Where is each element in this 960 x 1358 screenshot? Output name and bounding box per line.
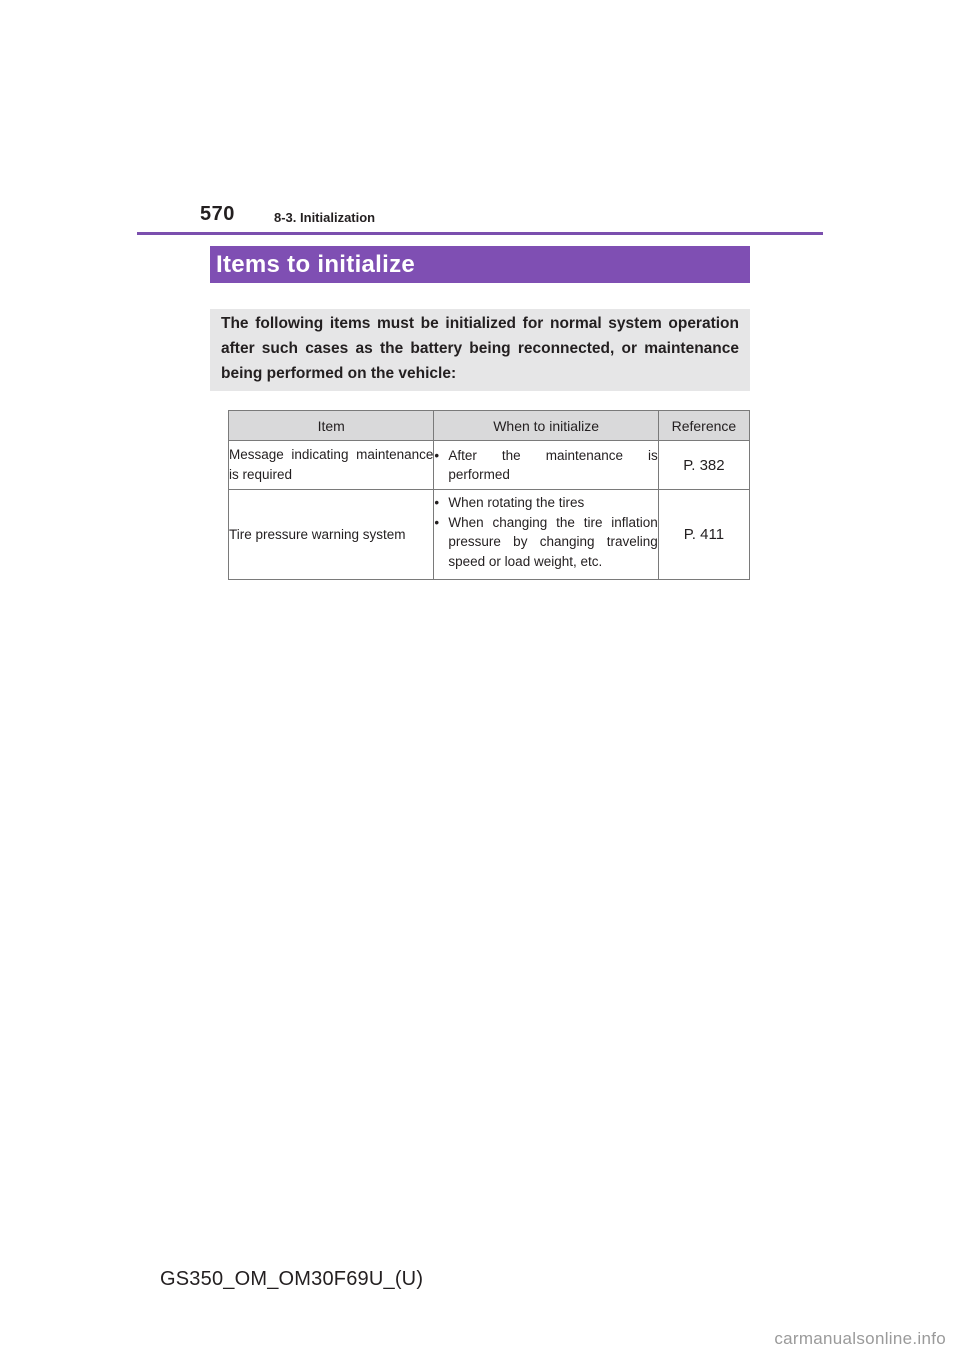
when-list (434, 493, 657, 571)
item-cell: Tire pressure warning system (229, 490, 434, 580)
intro-text: The following items must be initialized for normal system operation after such cases as the battery being reconnected, or maintenance being performed on the vehicle: (221, 315, 739, 382)
list-item: • When rotating the tires (434, 493, 657, 513)
section-title-bar (210, 246, 750, 283)
watermark: carmanualsonline.info (774, 1329, 946, 1348)
table-row (229, 441, 750, 490)
list-item: • When changing the tire inflation pressure by changing traveling speed or load weight, etc. (434, 513, 657, 572)
reference-cell: P. 411 (658, 490, 749, 580)
column-header-item: Item (229, 411, 434, 441)
column-header-reference: Reference (658, 411, 749, 441)
list-item: • After the maintenance is performed (434, 446, 657, 485)
table-header-row (229, 411, 750, 441)
reference-cell: P. 382 (658, 441, 749, 490)
when-list (434, 446, 657, 485)
section-reference: 8-3. Initialization (274, 210, 376, 225)
column-header-when: When to initialize (434, 411, 658, 441)
page-number: 570 (200, 203, 235, 225)
table-row (229, 490, 750, 580)
header-divider (137, 232, 823, 235)
intro-box (210, 309, 750, 391)
initialization-table (228, 410, 750, 580)
when-cell (434, 490, 658, 580)
item-cell: Message indicating maintenance is required (229, 441, 434, 490)
manual-id: GS350_OM_OM30F69U_(U) (160, 1268, 424, 1290)
page-title: Items to initialize (216, 250, 416, 278)
when-cell (434, 441, 658, 490)
